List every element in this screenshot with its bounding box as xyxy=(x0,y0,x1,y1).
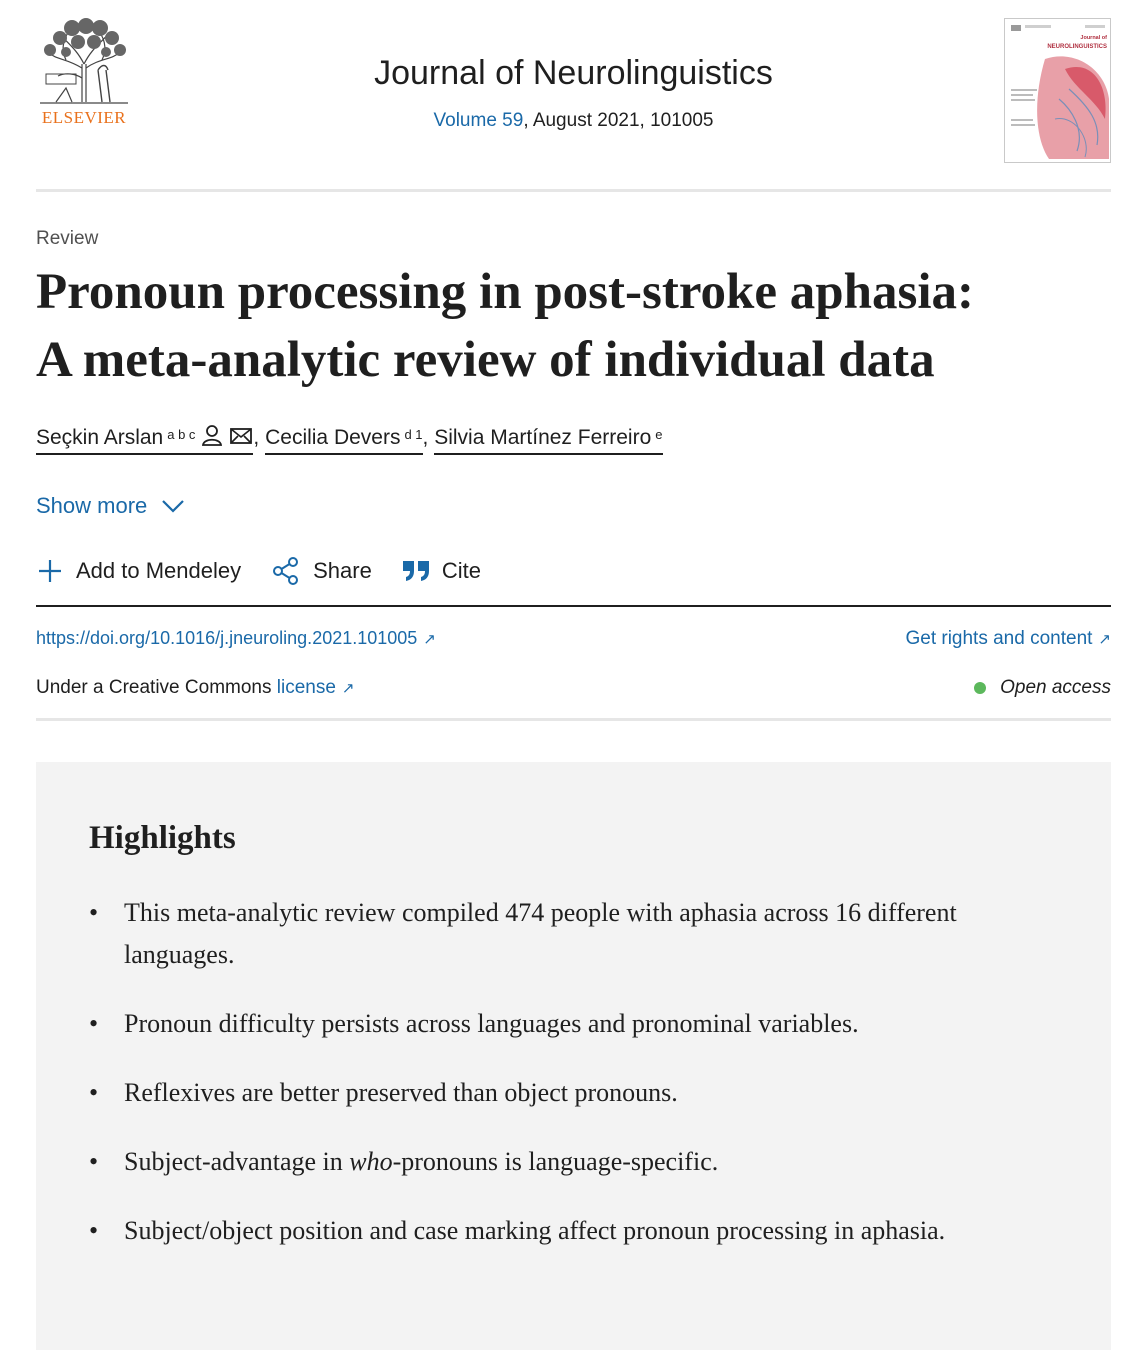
highlight-emphasis: who xyxy=(349,1147,393,1176)
highlight-item xyxy=(89,1210,959,1252)
cite-button[interactable] xyxy=(402,558,481,584)
author-affiliations: a b c xyxy=(167,427,196,442)
journal-title[interactable] xyxy=(36,54,1111,93)
highlights-section xyxy=(36,762,1111,1350)
license-link[interactable]: license xyxy=(276,677,336,698)
author-separator: , xyxy=(422,426,435,449)
quote-icon xyxy=(402,559,430,583)
mendeley-label: Add to Mendeley xyxy=(76,558,242,583)
cover-title-large: NEUROLINGUISTICS xyxy=(1047,44,1107,50)
plus-icon xyxy=(36,557,64,585)
journal-cover-thumbnail[interactable] xyxy=(1004,18,1111,163)
show-more-label: Show more xyxy=(36,493,148,518)
highlight-text-before: Subject-advantage in xyxy=(124,1147,350,1176)
highlight-item xyxy=(89,1072,959,1114)
get-rights-link[interactable] xyxy=(905,628,1111,650)
open-access-label: Open access xyxy=(1000,677,1111,698)
header-divider xyxy=(36,189,1111,192)
article-actions xyxy=(36,556,511,586)
article-type: Review xyxy=(36,228,99,249)
bullet-icon: • xyxy=(89,898,99,927)
share-icon xyxy=(271,556,301,586)
author-arslan[interactable] xyxy=(36,424,253,455)
highlight-text: This meta-analytic review compiled 474 people with aphasia across 16 different languages. xyxy=(124,898,957,969)
show-more-button[interactable] xyxy=(36,493,185,519)
external-link-icon: ↗ xyxy=(341,680,355,697)
highlights-list xyxy=(89,892,959,1279)
article-title-line1: Pronoun processing in post-stroke aphasia: xyxy=(36,264,975,320)
cover-title-small: Journal of xyxy=(1080,35,1107,41)
share-label: Share xyxy=(313,558,372,583)
author-affiliations: d 1 xyxy=(404,427,423,442)
external-link-icon: ↗ xyxy=(1098,631,1111,648)
open-access-badge xyxy=(974,677,1111,699)
elsevier-wordmark: ELSEVIER xyxy=(41,108,127,127)
issue-date: , August 2021, 101005 xyxy=(523,110,714,131)
highlight-text: Pronoun difficulty persists across languages and pronominal variables. xyxy=(124,1009,859,1038)
doi-text: https://doi.org/10.1016/j.jneuroling.2021.101005 xyxy=(36,628,418,648)
bullet-icon: • xyxy=(89,1216,99,1245)
actions-divider xyxy=(36,605,1111,607)
highlight-text: Reflexives are better preserved than object pronouns. xyxy=(124,1078,678,1107)
highlight-text: Subject/object position and case marking affect pronoun processing in aphasia. xyxy=(124,1216,946,1245)
bullet-icon: • xyxy=(89,1009,99,1038)
author-separator: , xyxy=(253,426,266,449)
doi-link[interactable] xyxy=(36,628,436,649)
highlight-item xyxy=(89,1003,959,1045)
license-prefix: Under a Creative Commons xyxy=(36,677,277,698)
author-name: Seçkin Arslan xyxy=(36,426,164,449)
journal-header xyxy=(36,18,1111,166)
article-title xyxy=(36,258,1111,394)
rights-text: Get rights and content xyxy=(905,628,1093,649)
author-devers[interactable] xyxy=(265,426,422,455)
external-link-icon: ↗ xyxy=(423,631,436,648)
bullet-icon: • xyxy=(89,1147,99,1176)
author-list xyxy=(36,424,663,455)
mail-icon xyxy=(229,426,253,446)
section-divider xyxy=(36,718,1111,721)
highlight-item xyxy=(89,892,959,976)
highlight-item xyxy=(89,1141,959,1183)
add-to-mendeley-button[interactable] xyxy=(36,557,241,585)
journal-title-link[interactable]: Journal of Neurolinguistics xyxy=(374,54,773,92)
author-name: Cecilia Devers xyxy=(265,426,401,449)
volume-link[interactable]: Volume 59 xyxy=(433,110,524,131)
cite-label: Cite xyxy=(441,558,481,583)
journal-issue-info xyxy=(36,110,1111,132)
highlights-title: Highlights xyxy=(89,820,236,856)
share-button[interactable] xyxy=(271,556,372,586)
article-title-line2: A meta-analytic review of individual data xyxy=(36,332,935,388)
person-icon xyxy=(201,424,223,446)
journal-cover-image xyxy=(1005,19,1111,163)
chevron-down-icon xyxy=(161,499,185,513)
license-line xyxy=(36,677,355,699)
open-access-dot-icon xyxy=(974,682,986,694)
author-name: Silvia Martínez Ferreiro xyxy=(434,426,652,449)
bullet-icon: • xyxy=(89,1078,99,1107)
author-affiliations: e xyxy=(655,427,663,442)
highlight-text-after: -pronouns is language-specific. xyxy=(392,1147,719,1176)
author-martinez-ferreiro[interactable] xyxy=(434,426,662,455)
